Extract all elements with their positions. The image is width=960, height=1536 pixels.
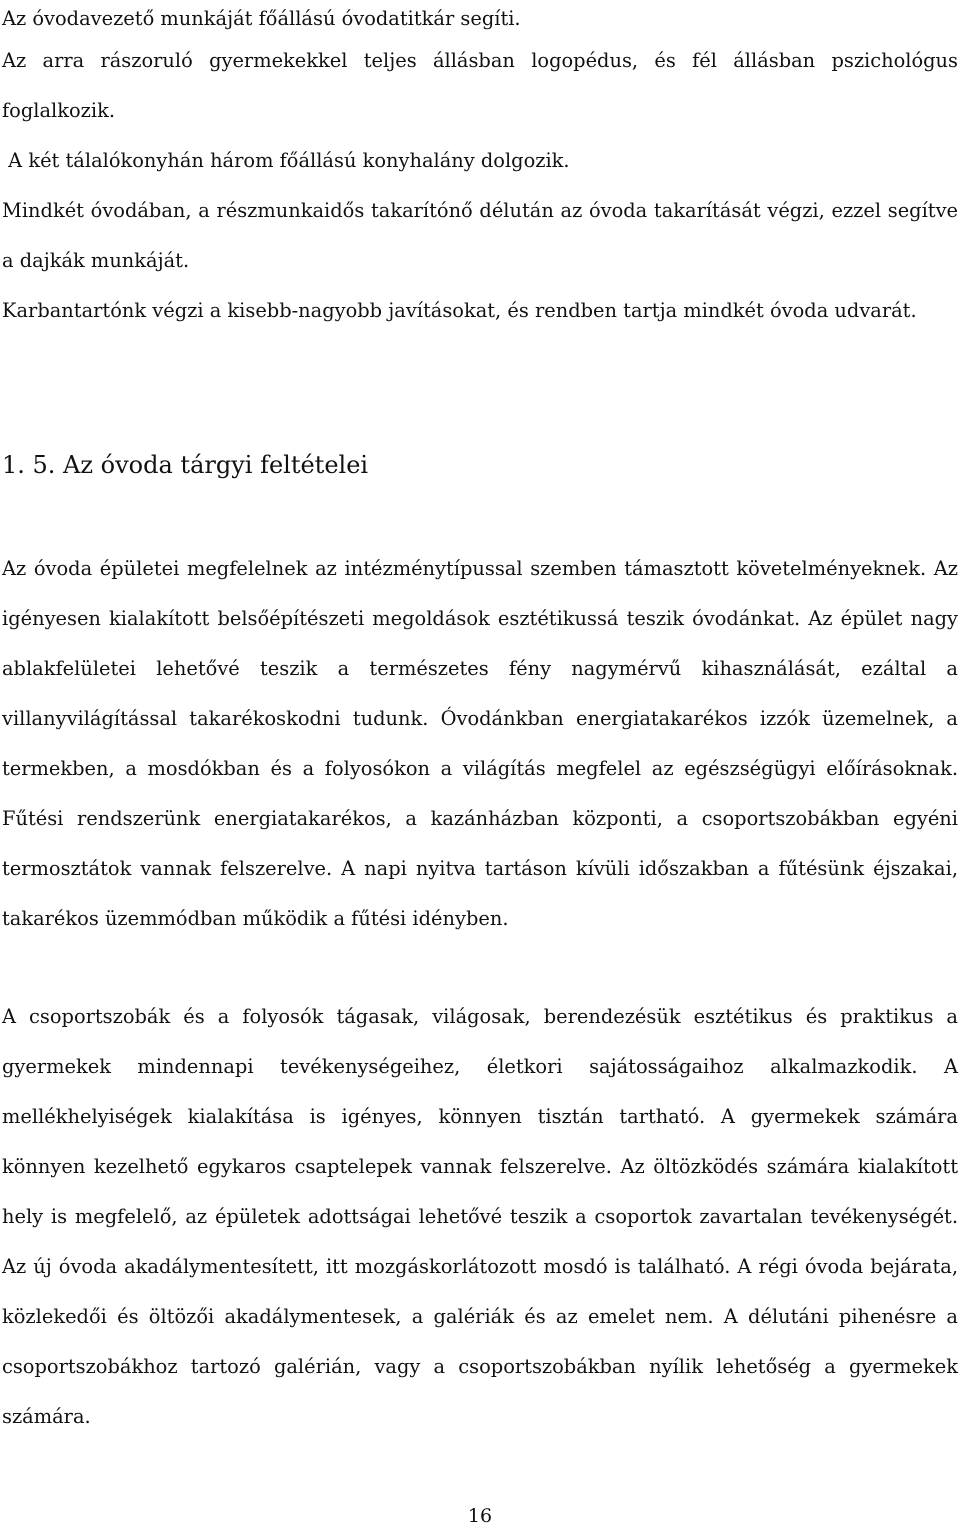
section-heading: 1. 5. Az óvoda tárgyi feltételei [2,451,369,479]
paragraph-speech-therapist: Az arra rászoruló gyermekekkel teljes állásban logopédus, és fél állásban pszichológus foglalkozik. [2,49,958,122]
paragraph-secretary: Az óvodavezető munkáját főállású óvodatitkár segíti. [2,7,521,30]
paragraph-maintenance: Karbantartónk végzi a kisebb-nagyobb javításokat, és rendben tartja mindkét óvoda udvarát. [2,299,917,322]
paragraph-kitchen: A két tálalókonyhán három főállású konyhalány dolgozik. [2,149,570,172]
paragraph-group-rooms: A csoportszobák és a folyosók tágasak, világosak, berendezésük esztétikus és praktikus a gyermekek mindennapi tevékenységeihez, életkori sajátosságaihoz alkalmazkodik. A mellékhelyiségek kialakítása is igényes, könnyen tisztán tartható. A gyermekek számára könnyen kezelhető egykaros csaptelepek vannak felszerelve. Az öltözködés számára kialakított hely is megfelelő, az épületek adottságai lehetővé teszik a csoportok zavartalan tevékenységét. Az új óvoda akadálymentesített, itt mozgáskorlátozott mosdó is található. A régi óvoda bejárata, közlekedői és öltözői akadálymentesek, a galériák és az emelet nem. A délutáni pihenésre a csoportszobákhoz tartozó galérián, vagy a csoportszobákban nyílik lehetőség a gyermekek számára. [2,1005,958,1428]
page-number: 16 [467,1505,493,1527]
paragraph-cleaner: Mindkét óvodában, a részmunkaidős takarítónő délután az óvoda takarítását végzi, ezzel segítve a dajkák munkáját. [2,199,958,272]
paragraph-buildings: Az óvoda épületei megfelelnek az intézménytípussal szemben támasztott követelményeknek. Az igényesen kialakított belsőépítészeti megoldások esztétikussá teszik óvodánkat. Az épület nagy ablakfelületei lehetővé teszik a természetes fény nagymérvű kihasználását, ezáltal a villanyvilágítással takarékoskodni tudunk. Óvodánkban energiatakarékos izzók üzemelnek, a termekben, a mosdókban és a folyosókon a világítás megfelel az egészségügyi előírásoknak. Fűtési rendszerünk energiatakarékos, a kazánházban központi, a csoportszobákban egyéni termosztátok vannak felszerelve. A napi nyitva tartáson kívüli időszakban a fűtésünk éjszakai, takarékos üzemmódban működik a fűtési idényben. [2,557,958,930]
